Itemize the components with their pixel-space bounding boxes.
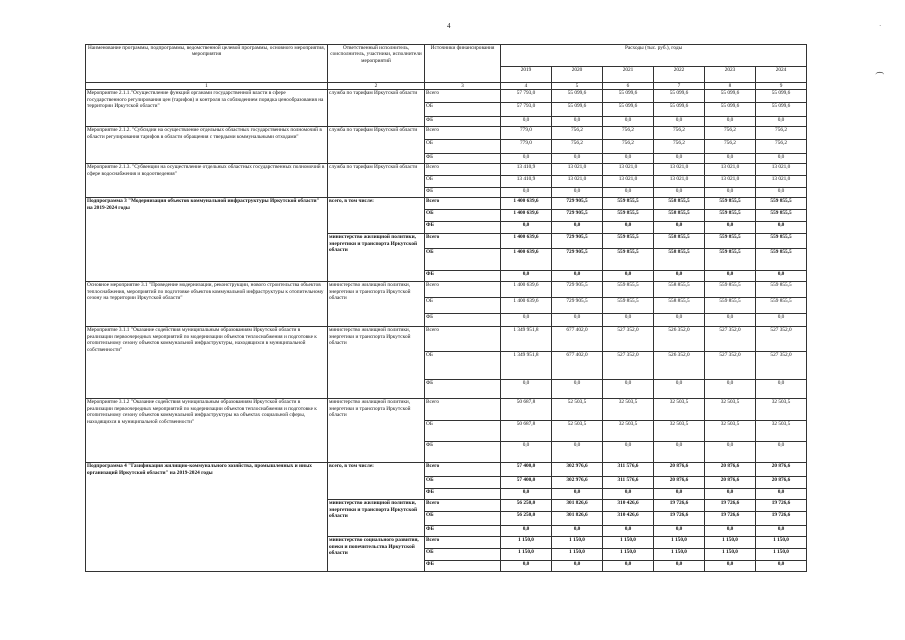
row-value: 32 503,5 bbox=[705, 399, 756, 421]
row-source: ОБ bbox=[425, 421, 501, 442]
row-value: 1 150,0 bbox=[603, 549, 654, 561]
row-value: 302 976,6 bbox=[552, 477, 603, 489]
row-value: 527 352,0 bbox=[705, 352, 756, 380]
row-name: Подпрограмма 3 "Модернизация объектов коммунальной инфраструктуры Иркутской области" на 2019-2024 годы bbox=[86, 198, 328, 282]
row-source: ОБ bbox=[425, 249, 501, 271]
row-value: 1 150,0 bbox=[756, 537, 807, 549]
row-value: 32 503,5 bbox=[603, 421, 654, 442]
row-source: ОБ bbox=[425, 176, 501, 188]
row-value: 1 150,0 bbox=[654, 537, 705, 549]
row-value: 0,0 bbox=[705, 526, 756, 537]
row-value: 0,0 bbox=[654, 380, 705, 399]
header-year: 2023 bbox=[705, 67, 756, 83]
row-value: 0,0 bbox=[501, 442, 552, 463]
row-source: Всего bbox=[425, 234, 501, 249]
row-value: 559 855,5 bbox=[756, 249, 807, 271]
col-number: 6 bbox=[603, 83, 654, 90]
row-value: 32 503,5 bbox=[654, 421, 705, 442]
row-value: 57 400,0 bbox=[501, 477, 552, 489]
row-value: 0,0 bbox=[501, 154, 552, 164]
col-number: 8 bbox=[705, 83, 756, 90]
row-value: 559 855,5 bbox=[705, 198, 756, 210]
row-value: 1 150,0 bbox=[654, 549, 705, 561]
row-value: 13 021,0 bbox=[654, 176, 705, 188]
row-value: 301 826,6 bbox=[552, 500, 603, 512]
row-value: 55 099,6 bbox=[552, 90, 603, 103]
row-value: 311 576,6 bbox=[603, 463, 654, 477]
row-value: 0,0 bbox=[756, 117, 807, 127]
row-value: 729 905,5 bbox=[552, 298, 603, 314]
row-value: 527 352,0 bbox=[603, 327, 654, 352]
row-value: 19 726,6 bbox=[654, 500, 705, 512]
row-executor: служба по тарифам Иркутской области bbox=[328, 90, 425, 127]
side-mark: ( bbox=[875, 71, 886, 75]
row-value: 756,2 bbox=[654, 127, 705, 140]
row-value: 57 793,0 bbox=[501, 103, 552, 117]
col-number: 1 bbox=[86, 83, 328, 90]
row-value: 0,0 bbox=[552, 188, 603, 198]
table-row bbox=[86, 127, 807, 140]
row-name: Мероприятие 2.1.3. "Субвенции на осуществление отдельных областных государственных полномочий в сфере водоснабжения и водоотведения" bbox=[86, 164, 328, 198]
row-value: 1 349 951,8 bbox=[501, 352, 552, 380]
row-value: 0,0 bbox=[552, 380, 603, 399]
row-value: 55 099,6 bbox=[756, 90, 807, 103]
row-value: 0,0 bbox=[501, 188, 552, 198]
row-value: 756,2 bbox=[654, 140, 705, 154]
row-value: 756,2 bbox=[552, 140, 603, 154]
row-value: 729 905,5 bbox=[552, 198, 603, 210]
row-value: 756,2 bbox=[756, 127, 807, 140]
row-value: 729 905,5 bbox=[552, 210, 603, 222]
row-value: 558 855,5 bbox=[654, 234, 705, 249]
row-value: 13 021,0 bbox=[654, 164, 705, 176]
row-name: Мероприятие 2.1.1."Осуществление функций органами государственной власти в сфере государственного регулирования цен (тарифов) и контроля за соблюдением порядка ценообразования на территории Иркутской области" bbox=[86, 90, 328, 127]
row-value: 0,0 bbox=[552, 271, 603, 282]
row-value: 57 793,0 bbox=[501, 90, 552, 103]
row-value: 559 855,5 bbox=[756, 234, 807, 249]
row-value: 527 352,0 bbox=[756, 327, 807, 352]
row-value: 13 021,0 bbox=[603, 176, 654, 188]
row-value: 1 150,0 bbox=[501, 537, 552, 549]
row-value: 0,0 bbox=[552, 314, 603, 327]
row-value: 19 726,6 bbox=[705, 500, 756, 512]
row-value: 301 826,6 bbox=[552, 512, 603, 526]
row-value: 0,0 bbox=[654, 561, 705, 572]
row-value: 559 855,5 bbox=[705, 210, 756, 222]
row-value: 55 099,6 bbox=[654, 103, 705, 117]
row-value: 527 352,0 bbox=[705, 327, 756, 352]
row-source: ФБ bbox=[425, 442, 501, 463]
row-value: 0,0 bbox=[501, 314, 552, 327]
row-value: 55 099,6 bbox=[603, 90, 654, 103]
row-value: 0,0 bbox=[552, 117, 603, 127]
row-value: 526 352,0 bbox=[654, 327, 705, 352]
row-value: 32 503,5 bbox=[603, 399, 654, 421]
row-value: 756,2 bbox=[603, 127, 654, 140]
header-executor: Ответственный исполнитель, соисполнитель, участники, исполнители мероприятий bbox=[328, 45, 425, 83]
row-value: 0,0 bbox=[603, 222, 654, 234]
table-row bbox=[86, 198, 807, 210]
row-value: 0,0 bbox=[756, 442, 807, 463]
row-value: 559 855,5 bbox=[756, 198, 807, 210]
row-value: 19 726,6 bbox=[654, 512, 705, 526]
margin-mark: · bbox=[879, 22, 882, 30]
row-value: 0,0 bbox=[603, 188, 654, 198]
header-year: 2024 bbox=[756, 67, 807, 83]
row-value: 55 099,6 bbox=[705, 90, 756, 103]
row-value: 0,0 bbox=[654, 188, 705, 198]
row-value: 0,0 bbox=[654, 442, 705, 463]
row-value: 558 855,5 bbox=[654, 298, 705, 314]
row-source: Всего bbox=[425, 127, 501, 140]
row-value: 0,0 bbox=[705, 117, 756, 127]
row-name: Подпрограмма 4 "Газификация жилищно-коммунального хозяйства, промышленных и иных организаций Иркутской области" на 2019-2024 годы bbox=[86, 463, 328, 572]
row-source: Всего bbox=[425, 198, 501, 210]
row-value: 677 402,0 bbox=[552, 327, 603, 352]
row-value: 50 687,8 bbox=[501, 399, 552, 421]
row-value: 0,0 bbox=[756, 154, 807, 164]
row-value: 0,0 bbox=[603, 526, 654, 537]
row-value: 559 855,5 bbox=[603, 298, 654, 314]
row-value: 0,0 bbox=[603, 380, 654, 399]
row-value: 0,0 bbox=[705, 380, 756, 399]
row-value: 55 099,6 bbox=[654, 90, 705, 103]
row-value: 559 855,5 bbox=[705, 249, 756, 271]
row-value: 559 855,5 bbox=[603, 198, 654, 210]
row-value: 559 855,5 bbox=[603, 210, 654, 222]
row-value: 779,0 bbox=[501, 127, 552, 140]
row-value: 50 687,8 bbox=[501, 421, 552, 442]
row-value: 0,0 bbox=[552, 561, 603, 572]
row-executor: министерство жилищной политики, энергетики и транспорта Иркутской области bbox=[328, 327, 425, 399]
row-value: 677 402,0 bbox=[552, 352, 603, 380]
row-source: ФБ bbox=[425, 489, 501, 500]
row-value: 311 576,6 bbox=[603, 477, 654, 489]
header-source: Источники финансирования bbox=[425, 45, 501, 83]
row-value: 19 726,6 bbox=[756, 500, 807, 512]
row-value: 13 410,9 bbox=[501, 164, 552, 176]
table-row bbox=[86, 399, 807, 421]
row-value: 1 150,0 bbox=[552, 537, 603, 549]
row-value: 0,0 bbox=[705, 561, 756, 572]
row-source: Всего bbox=[425, 399, 501, 421]
row-value: 0,0 bbox=[756, 526, 807, 537]
row-value: 0,0 bbox=[603, 489, 654, 500]
row-executor: министерство жилищной политики, энергетики и транспорта Иркутской области bbox=[328, 500, 425, 537]
row-value: 1 150,0 bbox=[705, 549, 756, 561]
row-value: 32 503,5 bbox=[705, 421, 756, 442]
row-value: 0,0 bbox=[603, 117, 654, 127]
row-source: ОБ bbox=[425, 477, 501, 489]
row-value: 310 426,6 bbox=[603, 512, 654, 526]
row-value: 32 503,5 bbox=[756, 399, 807, 421]
row-name: Мероприятие 2.1.2. "Субсидии на осуществление отдельных областных государственных полномочий в области регулирования тарифов в области обращения с твердыми коммунальными отходами" bbox=[86, 127, 328, 164]
row-value: 0,0 bbox=[603, 442, 654, 463]
row-value: 20 876,6 bbox=[654, 463, 705, 477]
row-value: 1 349 951,8 bbox=[501, 327, 552, 352]
row-value: 756,2 bbox=[705, 140, 756, 154]
table-row bbox=[86, 463, 807, 477]
row-value: 13 410,9 bbox=[501, 176, 552, 188]
header-name: Наименование программы, подпрограммы, ведомственной целевой программы, основного мероприятия, мероприятия bbox=[86, 45, 328, 83]
col-number: 2 bbox=[328, 83, 425, 90]
header-year: 2022 bbox=[654, 67, 705, 83]
row-value: 0,0 bbox=[552, 526, 603, 537]
row-executor: министерство социального развития, опеки и попечительства Иркутской области bbox=[328, 537, 425, 572]
col-number: 3 bbox=[425, 83, 501, 90]
row-value: 13 021,0 bbox=[603, 164, 654, 176]
row-value: 779,0 bbox=[501, 140, 552, 154]
row-executor: министерство жилищной политики, энергетики и транспорта Иркутской области bbox=[328, 234, 425, 282]
expenses-table bbox=[85, 44, 807, 572]
header-year: 2020 bbox=[552, 67, 603, 83]
row-source: ОБ bbox=[425, 512, 501, 526]
col-number: 9 bbox=[756, 83, 807, 90]
row-value: 55 099,6 bbox=[603, 103, 654, 117]
row-value: 558 855,5 bbox=[654, 198, 705, 210]
row-value: 55 099,6 bbox=[705, 103, 756, 117]
row-value: 0,0 bbox=[756, 222, 807, 234]
row-value: 756,2 bbox=[756, 140, 807, 154]
row-value: 0,0 bbox=[756, 314, 807, 327]
row-value: 0,0 bbox=[705, 442, 756, 463]
row-executor: министерство жилищной политики, энергетики и транспорта Иркутской области bbox=[328, 399, 425, 463]
row-value: 0,0 bbox=[603, 154, 654, 164]
row-name: Мероприятие 3.1.1 "Оказание содействия муниципальным образованиям Иркутской области в реализации первоочередных мероприятий по модернизации объектов теплоснабжения и подготовке к отопительному сезону объектов коммунальной инфраструктуры, находящихся в муниципальной собственности" bbox=[86, 327, 328, 399]
row-value: 0,0 bbox=[705, 489, 756, 500]
row-source: ОБ bbox=[425, 352, 501, 380]
row-value: 20 876,6 bbox=[705, 463, 756, 477]
row-value: 32 503,5 bbox=[756, 421, 807, 442]
row-value: 559 855,5 bbox=[756, 282, 807, 298]
header-expenses: Расходы (тыс. руб.), годы bbox=[501, 45, 807, 67]
row-executor: служба по тарифам Иркутской области bbox=[328, 127, 425, 164]
row-source: ОБ bbox=[425, 140, 501, 154]
row-value: 0,0 bbox=[756, 271, 807, 282]
row-value: 0,0 bbox=[654, 489, 705, 500]
row-value: 756,2 bbox=[552, 127, 603, 140]
row-value: 55 099,6 bbox=[756, 103, 807, 117]
row-value: 13 021,0 bbox=[756, 164, 807, 176]
header-year: 2019 bbox=[501, 67, 552, 83]
row-executor: министерство жилищной политики, энергетики и транспорта Иркутской области bbox=[328, 282, 425, 327]
row-value: 1 400 639,6 bbox=[501, 249, 552, 271]
row-source: ФБ bbox=[425, 188, 501, 198]
row-value: 756,2 bbox=[603, 140, 654, 154]
row-value: 13 021,0 bbox=[705, 176, 756, 188]
row-executor: служба по тарифам Иркутской области bbox=[328, 164, 425, 198]
row-value: 729 905,5 bbox=[552, 282, 603, 298]
row-value: 1 400 639,6 bbox=[501, 210, 552, 222]
row-value: 13 021,0 bbox=[552, 164, 603, 176]
row-value: 559 855,5 bbox=[756, 210, 807, 222]
row-source: Всего bbox=[425, 164, 501, 176]
row-value: 0,0 bbox=[705, 188, 756, 198]
table-row bbox=[86, 164, 807, 176]
row-value: 13 021,0 bbox=[756, 176, 807, 188]
row-value: 0,0 bbox=[501, 117, 552, 127]
row-value: 56 250,0 bbox=[501, 512, 552, 526]
row-value: 0,0 bbox=[501, 526, 552, 537]
row-value: 1 400 639,6 bbox=[501, 298, 552, 314]
row-value: 0,0 bbox=[654, 526, 705, 537]
row-value: 0,0 bbox=[501, 380, 552, 399]
row-source: Всего bbox=[425, 463, 501, 477]
row-value: 559 855,5 bbox=[705, 282, 756, 298]
row-value: 310 426,6 bbox=[603, 500, 654, 512]
row-value: 558 855,5 bbox=[654, 282, 705, 298]
table-row bbox=[86, 90, 807, 103]
row-value: 0,0 bbox=[654, 271, 705, 282]
row-value: 0,0 bbox=[603, 271, 654, 282]
row-value: 1 150,0 bbox=[756, 549, 807, 561]
row-value: 0,0 bbox=[654, 154, 705, 164]
row-value: 0,0 bbox=[705, 271, 756, 282]
row-value: 19 726,6 bbox=[705, 512, 756, 526]
row-source: ФБ bbox=[425, 380, 501, 399]
row-value: 1 150,0 bbox=[603, 537, 654, 549]
row-value: 0,0 bbox=[501, 222, 552, 234]
row-value: 20 876,6 bbox=[756, 463, 807, 477]
row-value: 1 150,0 bbox=[705, 537, 756, 549]
row-value: 558 855,5 bbox=[654, 249, 705, 271]
row-executor: всего, в том числе: bbox=[328, 463, 425, 500]
row-value: 0,0 bbox=[705, 314, 756, 327]
row-value: 558 855,5 bbox=[654, 210, 705, 222]
row-value: 13 021,0 bbox=[705, 164, 756, 176]
row-source: ФБ bbox=[425, 271, 501, 282]
row-value: 559 855,5 bbox=[603, 249, 654, 271]
row-value: 0,0 bbox=[552, 489, 603, 500]
row-value: 19 726,6 bbox=[756, 512, 807, 526]
row-value: 0,0 bbox=[705, 154, 756, 164]
table-row bbox=[86, 282, 807, 298]
row-value: 0,0 bbox=[654, 314, 705, 327]
row-source: ОБ bbox=[425, 210, 501, 222]
row-source: ФБ bbox=[425, 154, 501, 164]
row-source: Всего bbox=[425, 282, 501, 298]
row-source: Всего bbox=[425, 500, 501, 512]
row-value: 559 855,5 bbox=[705, 234, 756, 249]
row-value: 52 503,5 bbox=[552, 421, 603, 442]
row-source: ОБ bbox=[425, 298, 501, 314]
row-source: ФБ bbox=[425, 561, 501, 572]
header-year: 2021 bbox=[603, 67, 654, 83]
col-number: 4 bbox=[501, 83, 552, 90]
row-value: 1 150,0 bbox=[552, 549, 603, 561]
row-source: ФБ bbox=[425, 314, 501, 327]
row-value: 302 976,6 bbox=[552, 463, 603, 477]
row-source: Всего bbox=[425, 327, 501, 352]
row-value: 559 855,5 bbox=[603, 282, 654, 298]
row-value: 55 099,6 bbox=[552, 103, 603, 117]
row-value: 0,0 bbox=[654, 222, 705, 234]
col-number: 7 bbox=[654, 83, 705, 90]
row-value: 57 400,0 bbox=[501, 463, 552, 477]
row-value: 0,0 bbox=[756, 561, 807, 572]
row-executor: всего, в том числе: bbox=[328, 198, 425, 234]
row-source: Всего bbox=[425, 90, 501, 103]
row-value: 0,0 bbox=[756, 188, 807, 198]
row-value: 0,0 bbox=[603, 314, 654, 327]
row-value: 0,0 bbox=[552, 222, 603, 234]
row-value: 0,0 bbox=[603, 561, 654, 572]
row-value: 0,0 bbox=[501, 561, 552, 572]
col-number: 5 bbox=[552, 83, 603, 90]
row-value: 729 905,5 bbox=[552, 249, 603, 271]
row-value: 1 400 639,6 bbox=[501, 198, 552, 210]
row-value: 0,0 bbox=[501, 271, 552, 282]
page-number: 4 bbox=[447, 22, 451, 30]
row-source: ОБ bbox=[425, 549, 501, 561]
row-value: 0,0 bbox=[705, 222, 756, 234]
row-source: ФБ bbox=[425, 222, 501, 234]
row-value: 0,0 bbox=[756, 380, 807, 399]
row-source: ФБ bbox=[425, 117, 501, 127]
row-value: 527 352,0 bbox=[756, 352, 807, 380]
table-row bbox=[86, 327, 807, 352]
row-value: 1 400 639,6 bbox=[501, 234, 552, 249]
row-name: Мероприятие 3.1.2 "Оказание содействия муниципальным образованиям Иркутской области в реализации первоочередных мероприятий по модернизации объектов теплоснабжения и подготовке к отопительному сезону объектов коммунальной инфраструктуры на объектах социальной сферы, находящихся в муниципальной собственности" bbox=[86, 399, 328, 463]
row-value: 559 855,5 bbox=[603, 234, 654, 249]
row-value: 0,0 bbox=[756, 489, 807, 500]
row-source: ОБ bbox=[425, 103, 501, 117]
row-source: Всего bbox=[425, 537, 501, 549]
row-value: 559 855,5 bbox=[756, 298, 807, 314]
row-value: 0,0 bbox=[552, 442, 603, 463]
row-value: 527 352,0 bbox=[603, 352, 654, 380]
row-value: 56 250,0 bbox=[501, 500, 552, 512]
row-value: 20 876,6 bbox=[654, 477, 705, 489]
row-value: 52 503,5 bbox=[552, 399, 603, 421]
row-value: 0,0 bbox=[654, 117, 705, 127]
row-value: 559 855,5 bbox=[705, 298, 756, 314]
row-value: 20 876,6 bbox=[705, 477, 756, 489]
row-value: 0,0 bbox=[501, 489, 552, 500]
row-value: 20 876,6 bbox=[756, 477, 807, 489]
row-value: 1 150,0 bbox=[501, 549, 552, 561]
row-value: 1 400 639,6 bbox=[501, 282, 552, 298]
row-value: 32 503,5 bbox=[654, 399, 705, 421]
row-source: ФБ bbox=[425, 526, 501, 537]
row-value: 729 905,5 bbox=[552, 234, 603, 249]
row-name: Основное мероприятие 3.1 "Проведение модернизации, реконструкции, нового строительства объектов теплоснабжения, мероприятий по подготовке объектов коммунальной инфраструктуры к отопительному сезону на территории Иркутской области" bbox=[86, 282, 328, 327]
row-value: 13 021,0 bbox=[552, 176, 603, 188]
row-value: 0,0 bbox=[552, 154, 603, 164]
row-value: 526 352,0 bbox=[654, 352, 705, 380]
row-value: 756,2 bbox=[705, 127, 756, 140]
